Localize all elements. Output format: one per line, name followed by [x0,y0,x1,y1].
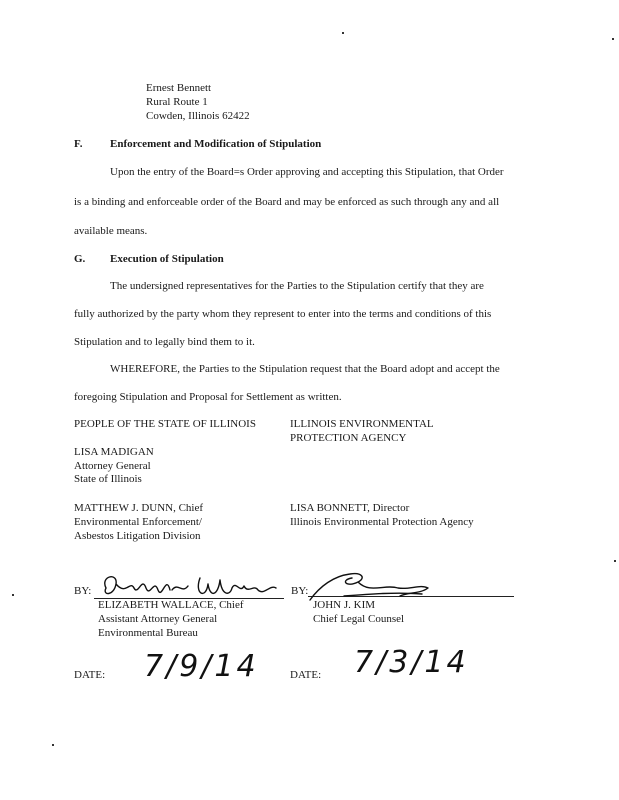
scan-speck [614,560,616,562]
address-line-1: Rural Route 1 [146,96,208,108]
wherefore-line-1: WHEREFORE, the Parties to the Stipulation request that the Board adopt and accept the [110,363,500,375]
scan-speck [342,32,344,34]
address-line-2: Cowden, Illinois 62422 [146,110,250,122]
section-f-line-3: available means. [74,225,148,237]
section-f-heading: Enforcement and Modification of Stipulation [110,138,322,150]
scan-speck [12,594,14,596]
wherefore-line-2: foregoing Stipulation and Proposal for Settlement as written. [74,391,342,403]
left-date-label: DATE: [74,669,106,681]
addressee-name: Ernest Bennett [146,82,212,94]
chief-division-2: Asbestos Litigation Division [74,530,201,542]
attorney-general-title: Attorney General [74,460,151,472]
left-signer-name: ELIZABETH WALLACE, Chief [98,599,244,611]
right-party-name-1: ILLINOIS ENVIRONMENTAL [290,418,434,430]
chief-name: MATTHEW J. DUNN, Chief [74,502,204,514]
right-signer-title: Chief Legal Counsel [313,613,405,625]
right-signer-name: JOHN J. KIM [313,599,376,611]
director-name: LISA BONNETT, Director [290,502,410,514]
left-signer-title-1: Assistant Attorney General [98,613,218,625]
scan-speck [612,38,614,40]
section-g-heading: Execution of Stipulation [110,253,224,265]
left-date-value: 7/9/14 [144,649,259,684]
right-date-value: 7/3/14 [354,645,469,680]
right-by-label: BY: [291,585,309,597]
section-f-line-2: is a binding and enforceable order of the Board and may be enforced as such through any and all [74,196,500,208]
left-by-label: BY: [74,585,92,597]
right-date-label: DATE: [290,669,322,681]
section-g-line-1: The undersigned representatives for the Parties to the Stipulation certify that they are [110,280,484,292]
section-g-line-3: Stipulation and to legally bind them to it. [74,336,255,348]
scan-speck [52,744,54,746]
attorney-general-name: LISA MADIGAN [74,446,154,458]
section-f-letter: F. [74,138,83,150]
right-party-name-2: PROTECTION AGENCY [290,432,407,444]
attorney-general-state: State of Illinois [74,473,142,485]
left-party-name: PEOPLE OF THE STATE OF ILLINOIS [74,418,256,430]
section-g-line-2: fully authorized by the party whom they represent to enter into the terms and conditions of this [74,308,492,320]
director-org: Illinois Environmental Protection Agency [290,516,474,528]
chief-division-1: Environmental Enforcement/ [74,516,202,528]
left-signer-title-2: Environmental Bureau [98,627,198,639]
section-f-line-1: Upon the entry of the Board=s Order approving and accepting this Stipulation, that Order [110,166,504,178]
section-g-letter: G. [74,253,86,265]
